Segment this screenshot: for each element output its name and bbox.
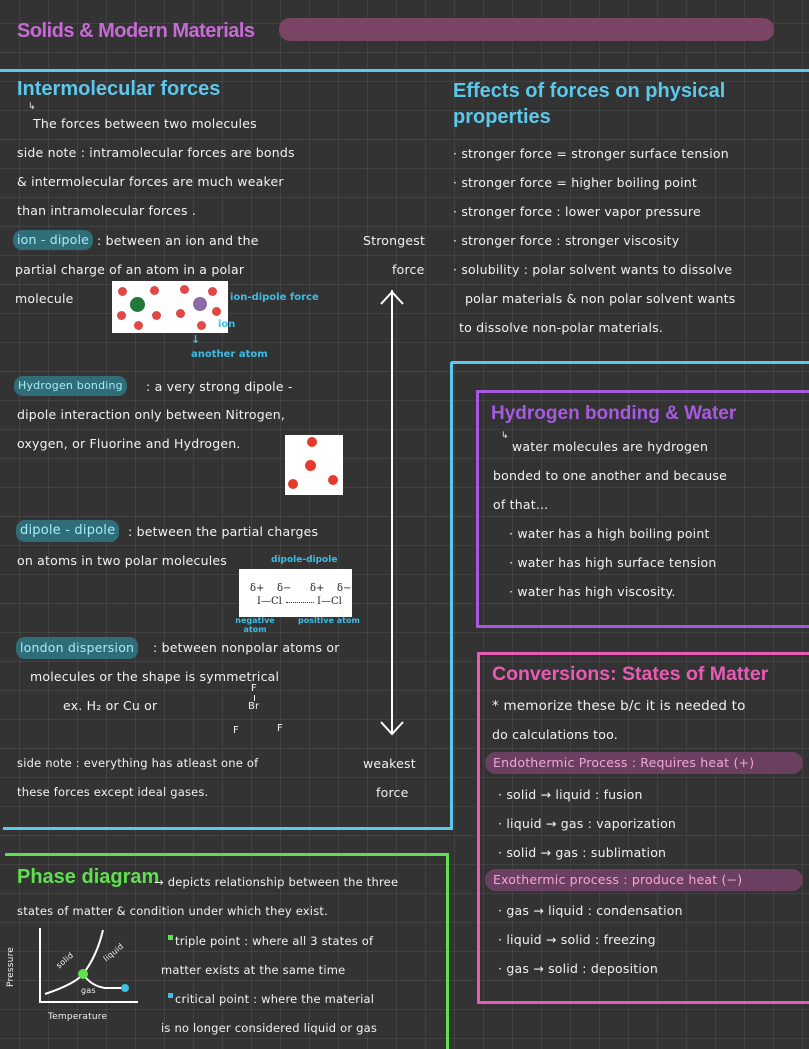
effects-item: · stronger force = higher boiling point bbox=[453, 175, 697, 190]
phase-heading: Phase diagram bbox=[17, 866, 160, 888]
effects-heading: Effects of forces on physical bbox=[453, 80, 726, 102]
conversions-note: * memorize these b/c it is needed to bbox=[492, 698, 746, 714]
exothermic-item: · liquid → solid : freezing bbox=[498, 932, 656, 947]
brf3-structure bbox=[225, 683, 285, 743]
triple-point-legend-icon bbox=[168, 935, 173, 940]
partial-charge: δ+ bbox=[250, 583, 265, 594]
water-molecule bbox=[117, 311, 126, 320]
intermolecular-border-right bbox=[450, 362, 453, 829]
water-molecule bbox=[176, 309, 185, 318]
intermolecular-border-bottom bbox=[3, 827, 453, 830]
strongest-label: force bbox=[392, 262, 425, 277]
endothermic-item: · solid → liquid : fusion bbox=[498, 787, 643, 802]
effects-heading: properties bbox=[453, 106, 551, 128]
ion-dipole-text: : between an ion and the bbox=[97, 233, 259, 248]
dipole-dipole-annotation: dipole-dipole bbox=[271, 555, 338, 565]
critical-point-marker bbox=[121, 984, 129, 992]
effects-border-bottom bbox=[451, 361, 809, 364]
ion-dipole-text: partial charge of an atom in a polar bbox=[15, 262, 245, 277]
critical-point-text: is no longer considered liquid or gas bbox=[161, 1021, 378, 1035]
dotted-attraction bbox=[286, 602, 314, 603]
region-solid: solid bbox=[54, 950, 76, 971]
molecule-icl: I—Cl bbox=[257, 596, 282, 607]
side-note-line: & intermolecular forces are much weaker bbox=[17, 174, 284, 189]
ion-dipole-text: molecule bbox=[15, 291, 74, 306]
molecule-icl: I—Cl bbox=[317, 596, 342, 607]
exothermic-item: · gas → solid : deposition bbox=[498, 961, 659, 976]
london-dispersion-text: : between nonpolar atoms or bbox=[153, 640, 340, 655]
water-molecule bbox=[180, 285, 189, 294]
title-highlight-bar bbox=[279, 18, 774, 41]
ion-dipole-force-annotation: ion-dipole force bbox=[230, 292, 319, 303]
london-dispersion-text: molecules or the shape is symmetrical bbox=[30, 669, 280, 684]
effects-continuation: to dissolve non-polar materials. bbox=[459, 320, 664, 335]
water-item: · water has high surface tension bbox=[509, 555, 717, 570]
arrow-bullet-icon: ↳ bbox=[501, 431, 509, 441]
london-dispersion-label: london dispersion bbox=[16, 637, 138, 659]
dipole-dipole-image bbox=[239, 569, 352, 617]
hydrogen-bond-image bbox=[285, 435, 343, 495]
partial-charge: δ− bbox=[277, 583, 292, 594]
conversions-box bbox=[477, 652, 809, 1004]
effects-item: · solubility : polar solvent wants to dissolve bbox=[453, 262, 733, 277]
oxygen-atom bbox=[288, 479, 298, 489]
ion-dipole-image bbox=[112, 281, 228, 333]
effects-item: · stronger force : lower vapor pressure bbox=[453, 204, 701, 219]
triple-point-text: triple point : where all 3 states of bbox=[175, 934, 374, 948]
bromine-center: Br bbox=[248, 701, 260, 712]
phase-description: states of matter & condition under which they exist. bbox=[17, 904, 328, 918]
endothermic-item: · solid → gas : sublimation bbox=[498, 845, 667, 860]
critical-point-legend-icon bbox=[168, 993, 173, 998]
triple-point-text: matter exists at the same time bbox=[161, 963, 346, 977]
oxygen-atom bbox=[328, 475, 338, 485]
page-title: Solids & Modern Materials bbox=[17, 20, 255, 42]
water-intro: bonded to one another and because bbox=[493, 468, 728, 483]
phase-diagram-chart bbox=[15, 926, 140, 1006]
oxygen-atom bbox=[305, 460, 316, 471]
water-molecule bbox=[212, 307, 221, 316]
strength-arrow-icon bbox=[378, 288, 406, 738]
fluorine-top: F bbox=[251, 683, 257, 694]
fluorine-right: F bbox=[277, 723, 283, 734]
water-molecule bbox=[197, 321, 206, 330]
dipole-dipole-text: on atoms in two polar molecules bbox=[17, 553, 228, 568]
triple-point-marker bbox=[78, 969, 88, 979]
water-molecule bbox=[118, 287, 127, 296]
strongest-label: Strongest bbox=[363, 233, 426, 248]
y-axis-label: Pressure bbox=[6, 946, 17, 988]
negative-atom-annotation: negative atom bbox=[235, 616, 275, 634]
positive-atom-annotation: positive atom bbox=[298, 616, 360, 625]
x-axis-label: Temperature bbox=[48, 1012, 108, 1022]
water-intro: of that... bbox=[493, 497, 549, 512]
effects-continuation: polar materials & non polar solvent wants bbox=[465, 291, 736, 306]
header-divider bbox=[0, 69, 809, 72]
phase-description: → depicts relationship between the three bbox=[154, 875, 399, 889]
water-heading: Hydrogen bonding & Water bbox=[491, 403, 737, 424]
anion-sphere bbox=[130, 297, 145, 312]
intermolecular-heading: Intermolecular forces bbox=[17, 78, 221, 100]
dipole-dipole-text: : between the partial charges bbox=[128, 524, 319, 539]
hydrogen-bonding-text: : a very strong dipole - bbox=[146, 379, 293, 394]
side-note-line: than intramolecular forces . bbox=[17, 203, 197, 218]
down-arrow-icon: ↓ bbox=[191, 333, 201, 346]
cation-sphere bbox=[193, 297, 207, 311]
endothermic-item: · liquid → gas : vaporization bbox=[498, 816, 677, 831]
water-molecule bbox=[152, 311, 161, 320]
water-molecule bbox=[208, 287, 217, 296]
phase-box bbox=[5, 853, 449, 1049]
hydrogen-bonding-text: dipole interaction only between Nitrogen, bbox=[17, 407, 286, 422]
conversions-note: do calculations too. bbox=[492, 727, 618, 742]
ion-annotation: ion bbox=[218, 319, 236, 330]
critical-point-text: critical point : where the material bbox=[175, 992, 375, 1006]
weakest-label: weakest bbox=[363, 756, 416, 771]
oxygen-atom bbox=[307, 437, 317, 447]
partial-charge: δ− bbox=[337, 583, 352, 594]
bottom-note-line: these forces except ideal gases. bbox=[17, 785, 209, 799]
exothermic-label: Exothermic process : produce heat (−) bbox=[485, 869, 803, 891]
side-note-line: side note : intramolecular forces are bonds bbox=[17, 145, 295, 160]
hydrogen-bonding-label: Hydrogen bonding bbox=[14, 376, 127, 396]
partial-charge: δ+ bbox=[310, 583, 325, 594]
intro-text: The forces between two molecules bbox=[33, 116, 257, 131]
water-molecule bbox=[150, 286, 159, 295]
water-item: · water has a high boiling point bbox=[509, 526, 710, 541]
water-item: · water has high viscosity. bbox=[509, 584, 676, 599]
endothermic-label: Endothermic Process : Requires heat (+) bbox=[485, 752, 803, 774]
water-intro: water molecules are hydrogen bbox=[512, 439, 709, 454]
exothermic-item: · gas → liquid : condensation bbox=[498, 903, 683, 918]
water-molecule bbox=[134, 321, 143, 330]
another-atom-annotation: another atom bbox=[191, 349, 268, 360]
region-liquid: liquid bbox=[101, 941, 126, 964]
effects-item: · stronger force = stronger surface tension bbox=[453, 146, 729, 161]
hydrogen-bonding-text: oxygen, or Fluorine and Hydrogen. bbox=[17, 436, 241, 451]
region-gas: gas bbox=[81, 986, 96, 995]
bottom-note-line: side note : everything has atleast one of bbox=[17, 756, 259, 770]
ion-dipole-label: ion - dipole bbox=[13, 230, 93, 250]
weakest-label: force bbox=[376, 785, 409, 800]
fluorine-left: F bbox=[233, 725, 239, 736]
conversions-heading: Conversions: States of Matter bbox=[492, 663, 769, 685]
london-example: ex. H₂ or Cu or bbox=[63, 698, 158, 713]
dipole-dipole-label: dipole - dipole bbox=[16, 520, 119, 542]
arrow-bullet-icon: ↳ bbox=[28, 102, 36, 112]
effects-item: · stronger force : stronger viscosity bbox=[453, 233, 680, 248]
water-box bbox=[476, 390, 809, 628]
